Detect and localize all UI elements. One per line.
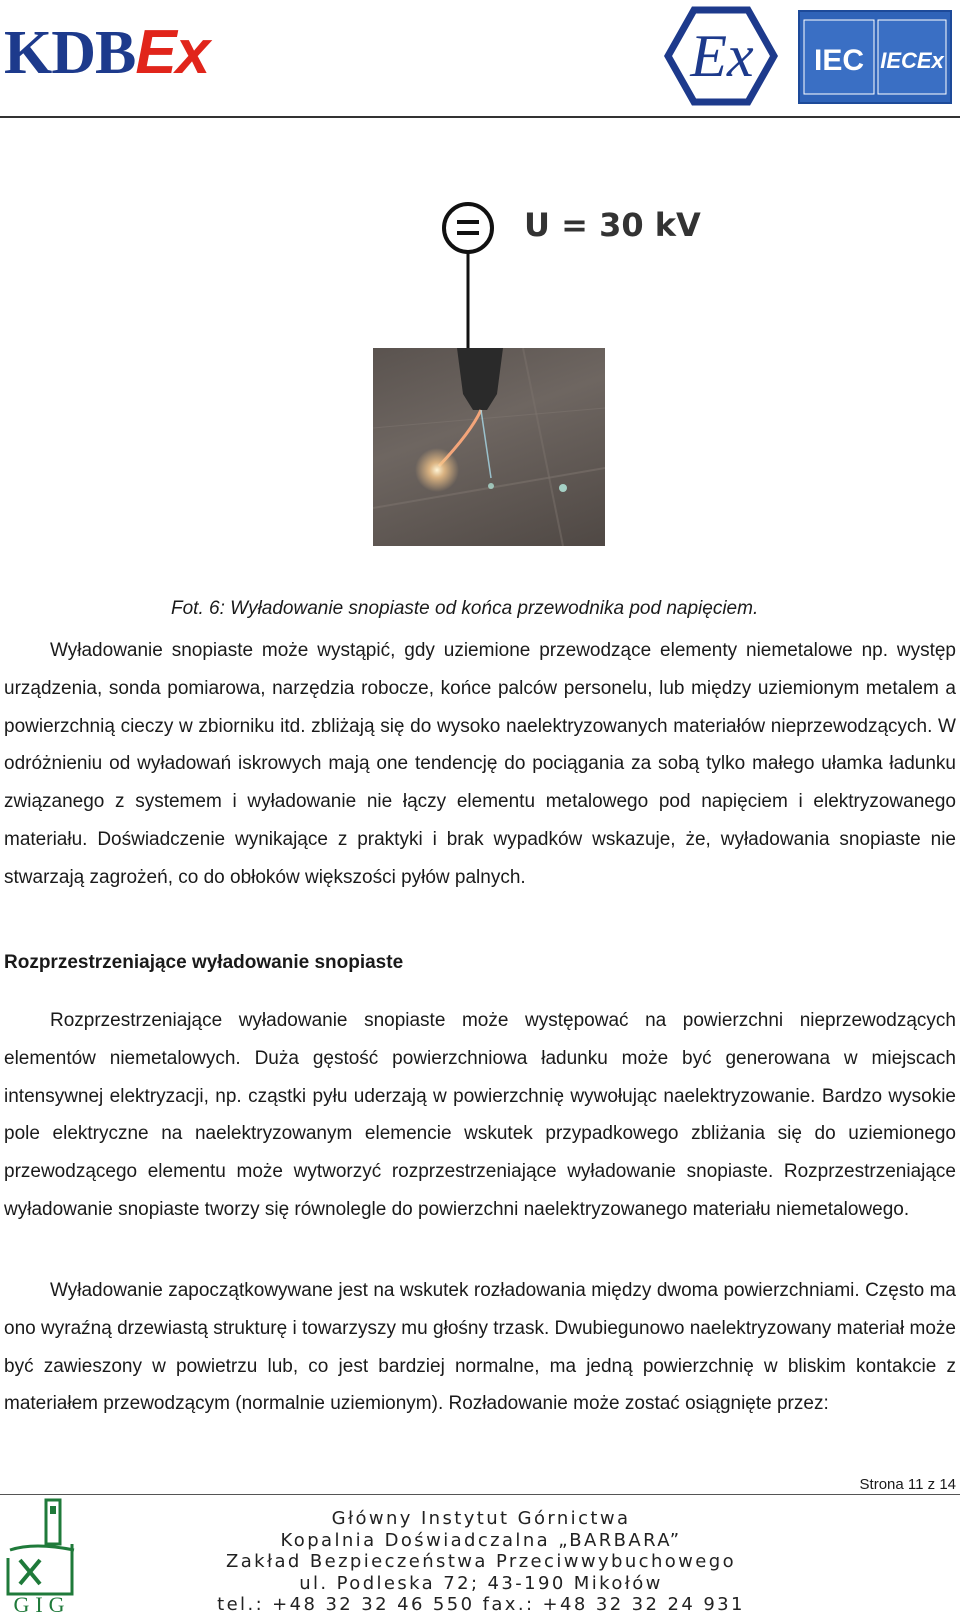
- logo-main-text: KDB: [4, 19, 136, 87]
- paragraph-3-text: Wyładowanie zapoczątkowywane jest na wskutek rozładowania między dwoma powierzchniami. Często ma ono wyraźną drzewiastą strukturę i towarzyszy mu głośny trzask. Dwubiegunowo naelektryzowany materiał może być zawieszony w powietrzu lub, co jest bardziej normalne, ma jedną powierzchnię w bliskim kontakcie z materiałem przewodzącym (normalnie uziemionym). Rozładowanie może zostać osiągnięte przez:: [4, 1280, 956, 1415]
- ex-hexagon-logo: [664, 6, 778, 106]
- paragraph-1: [4, 632, 956, 897]
- ex-mark-text: Ex: [690, 23, 754, 89]
- footer-line-3: Zakład Bezpieczeństwa Przeciwwybuchowego: [225, 1551, 737, 1573]
- footer-line-2: Kopalnia Doświadczalna „BARBARA”: [280, 1529, 682, 1551]
- paragraph-3: [4, 1272, 956, 1423]
- gig-logo-text: GIG: [13, 1592, 71, 1614]
- iecex-text: IECEx: [880, 48, 944, 73]
- paragraph-1-text: Wyładowanie snopiaste może wystąpić, gdy uziemione przewodzące elementy niemetalowe np. występ urządzenia, sonda pomiarowa, narzędzia robocze, końce palców personelu, lub między uziemionym metalem a powierzchnią cieczy w zbiorniku itd. zbliżają się do wysoko naelektryzowanych materiałów nieprzewodzących. W odróżnieniu od wyładowań iskrowych mają one tendencję do pociągania za sobą tylko małego ułamka ładunku związanego z systemem i wyładowanie nie łączy elementu metalowego pod napięciem i elektryzowanego materiału. Doświadczenie wynikające z praktyki i brak wypadków wskazuje, że, wyładowania snopiaste nie stwarzają zagrożeń, co do obłoków większości pyłów palnych.: [4, 640, 956, 888]
- paragraph-2: [4, 1002, 956, 1229]
- figure-caption: Fot. 6: Wyładowanie snopiaste od końca przewodnika pod napięciem.: [171, 598, 759, 619]
- gig-logo: [4, 1498, 80, 1614]
- footer-line-4: ul. Podleska 72; 43-190 Mikołów: [299, 1572, 663, 1594]
- page-number: Strona 11 z 14: [859, 1476, 956, 1493]
- voltage-label: U = 30 kV: [524, 206, 701, 244]
- paragraph-2-text: Rozprzestrzeniające wyładowanie snopiaste może występować na powierzchni nieprzewodzących elementów niemetalowych. Duża gęstość powierzchniowa ładunku może być generowana w miejscach intensywnej elektryzacji, np. cząstki pyłu uderzają w powierzchnię wywołując naelektryzowanie. Bardzo wysokie pole elektryczne na naelektryzowanym elemencie wskutek przypadkowego zbliżania się do uziemionego przewodzącego elementu może wytworzyć rozprzestrzeniające wyładowanie snopiaste. Rozprzestrzeniające wyładowanie snopiaste tworzy się równolegle do powierzchni naelektryzowanego materiału niemetalowego.: [4, 1010, 956, 1220]
- footer-line-1: Główny Instytut Górnictwa: [331, 1508, 631, 1529]
- iec-logo-graphic: [800, 12, 950, 102]
- discharge-photo-graphic: [373, 348, 605, 546]
- footer-address: [196, 1508, 766, 1616]
- footer-line-5: tel.: +48 32 32 46 550 fax.: +48 32 32 24 931: [217, 1594, 745, 1616]
- logo-accent-text: Ex: [135, 18, 210, 87]
- section-heading: Rozprzestrzeniające wyładowanie snopiaste: [4, 952, 404, 973]
- iec-text: IEC: [813, 44, 865, 77]
- voltage-source-symbol: [440, 200, 510, 350]
- header-divider: [0, 116, 960, 118]
- kdbex-logo: [4, 18, 210, 87]
- discharge-photo: [373, 348, 605, 546]
- iec-iecex-logo: [798, 10, 952, 104]
- footer-divider: [0, 1494, 960, 1495]
